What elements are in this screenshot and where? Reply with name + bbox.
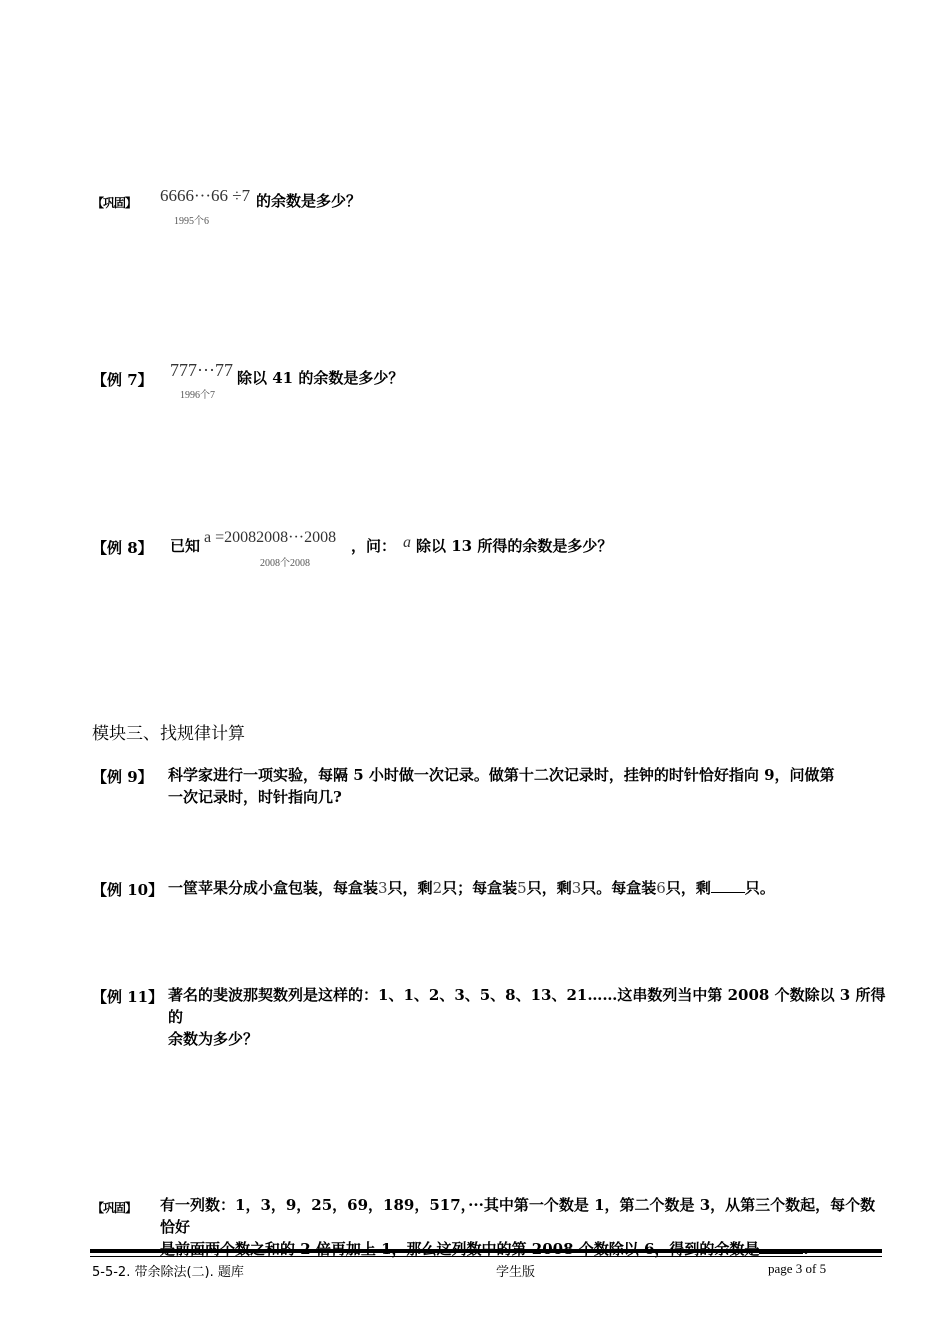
math-expression: 777···77 xyxy=(170,360,233,380)
footer-divider-thin xyxy=(90,1256,882,1257)
number: 5 xyxy=(517,879,527,897)
math-expression: 6666···66 ÷7 xyxy=(160,186,251,205)
problem-line: 著名的斐波那契数列是这样的：1、1、2、3、5、8、13、21……这串数列当中第 2008 个数除以 3 所得的 xyxy=(168,986,886,1026)
text-run: 一筐苹果分成小盒包装，每盒装 xyxy=(168,879,379,897)
number: 6 xyxy=(656,879,666,897)
text-run: 只，剩 xyxy=(526,879,572,897)
text-run: 只。 xyxy=(744,879,775,897)
example-label: 【例 10】 xyxy=(92,881,164,899)
text-run: 只。每盒装 xyxy=(581,879,657,897)
problem-label: 【巩固】 xyxy=(92,196,137,210)
example-label: 【例 8】 xyxy=(92,539,153,557)
example-label: 【例 11】 xyxy=(92,988,164,1006)
math-underbrace-label: 2008个2008 xyxy=(260,558,310,569)
example-label: 【例 9】 xyxy=(92,768,153,786)
math-underbrace-label: 1996个7 xyxy=(180,390,215,401)
problem-text xyxy=(168,764,888,808)
text-run: 只，剩 xyxy=(387,879,433,897)
section-heading: 模块三、找规律计算 xyxy=(92,724,245,744)
problem-text: 的余数是多少？ xyxy=(256,192,362,210)
problem-text: 除以 13 所得的余数是多少？ xyxy=(416,537,613,555)
number: 2 xyxy=(432,879,443,897)
problem-text xyxy=(168,877,775,899)
problem-text: ，问： xyxy=(351,537,397,555)
problem-line: 有一列数：1，3，9，25，69，189，517，···其中第一个数是 1，第二个数是 3，从第三个数起，每个数恰好 xyxy=(160,1196,876,1236)
example-label: 【例 7】 xyxy=(92,371,153,389)
math-variable: a xyxy=(403,534,411,551)
footer-left: 5-5-2. 带余除法(二). 题库 xyxy=(92,1265,244,1280)
text-run: 只，剩 xyxy=(665,879,711,897)
footer-page-number: page 3 of 5 xyxy=(768,1261,827,1276)
footer-divider-thick xyxy=(90,1249,882,1253)
problem-line: 余数为多少？ xyxy=(168,1030,259,1048)
number: 3 xyxy=(571,879,582,897)
number: 3 xyxy=(378,879,388,897)
math-underbrace-label: 1995个6 xyxy=(174,216,209,227)
problem-text: 除以 41 的余数是多少？ xyxy=(237,369,404,387)
footer-center: 学生版 xyxy=(496,1265,536,1280)
math-expression: a =20082008···2008 xyxy=(204,529,337,546)
problem-line: 一次记录时，时针指向几? xyxy=(168,788,342,806)
answer-blank[interactable] xyxy=(711,878,745,893)
problem-text xyxy=(168,984,888,1050)
problem-label: 【巩固】 xyxy=(92,1201,137,1215)
text-run: 只；每盒装 xyxy=(442,879,518,897)
problem-line: 科学家进行一项实验，每隔 5 小时做一次记录。做第十二次记录时，挂钟的时针恰好指向 9，问做第 xyxy=(168,766,835,784)
problem-text: 已知 xyxy=(170,537,201,555)
